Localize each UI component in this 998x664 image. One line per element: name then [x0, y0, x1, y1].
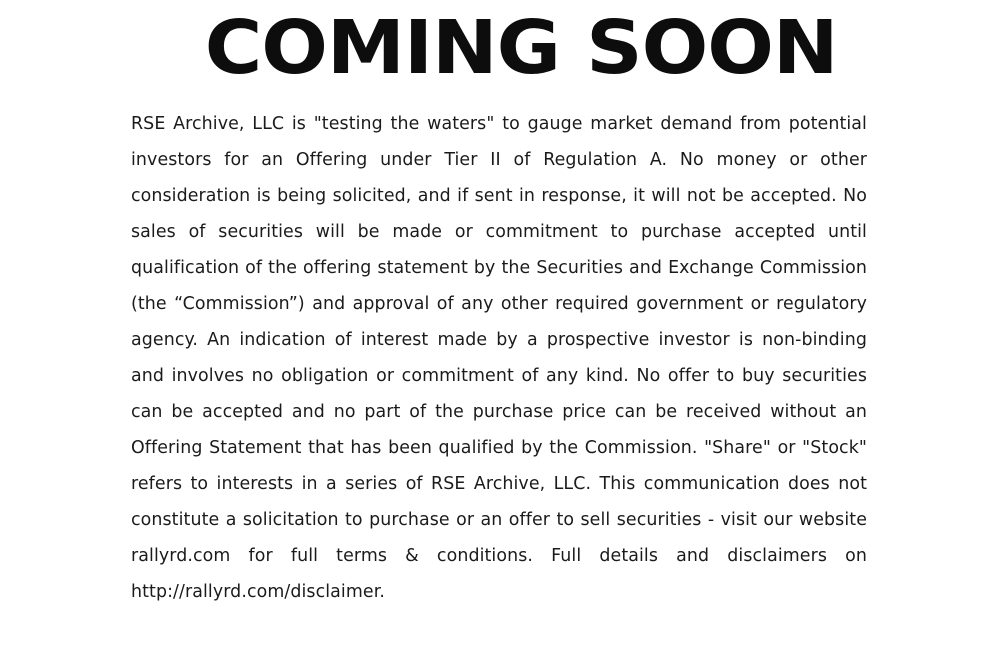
page-title: COMING SOON — [204, 5, 838, 91]
disclaimer-text: RSE Archive, LLC is "testing the waters" to gauge market demand from potential investors for an Offering under Tier II of Regulation A. No money or other consideration is being solicited, and if sent in response, it will not be accepted. No sales of securities will be made or commitment to purchase accepted until qualification of the offering statement by the Securities and Exchange Commission (the “Commission”) and approval of any other required government or regulatory agency. An indication of interest made by a prospective investor is non-binding and involves no obligation or commitment of any kind. No offer to buy securities can be accepted and no part of the purchase price can be received without an Offering Statement that has been qualified by the Commission. "Share" or "Stock" refers to interests in a series of RSE Archive, LLC. This communication does not constitute a solicitation to purchase or an offer to sell securities - visit our website rallyrd.com for full terms & conditions. Full details and disclaimers on http://rallyrd.com/disclaimer. — [131, 114, 867, 602]
